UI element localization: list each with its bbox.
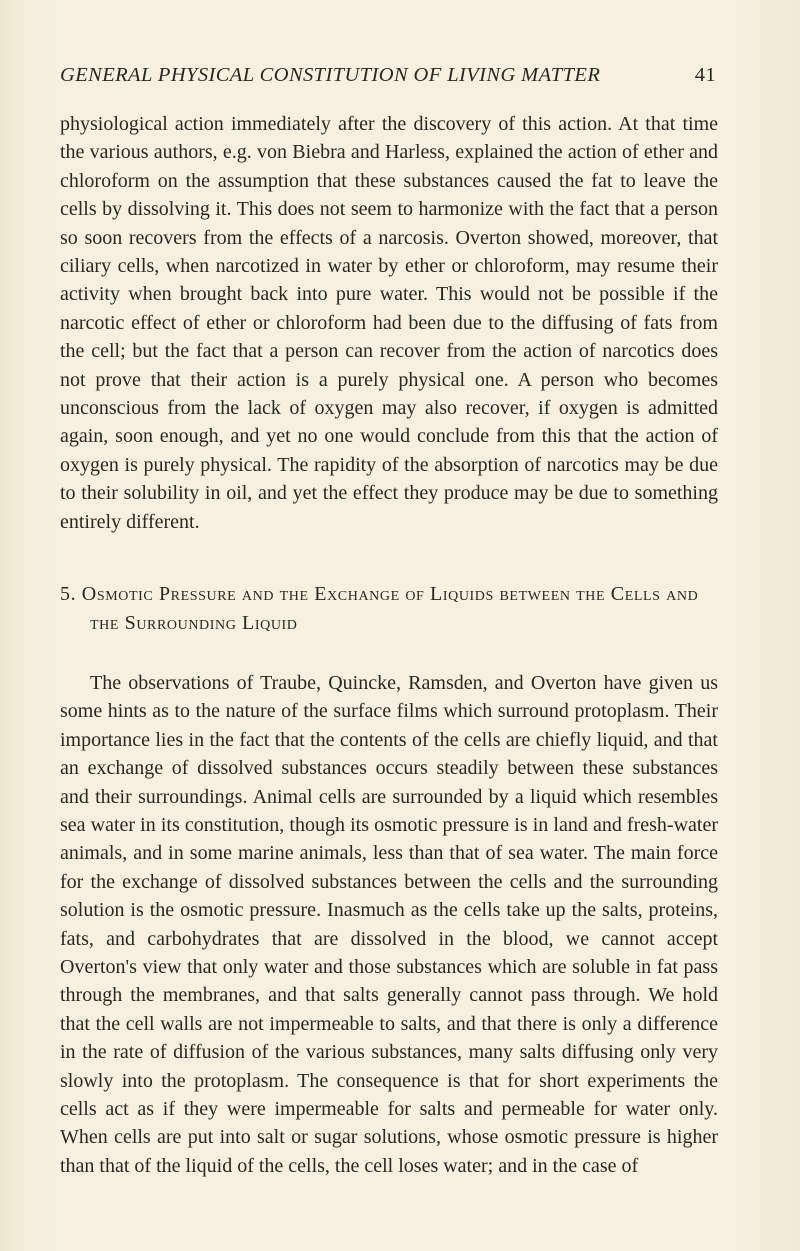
- body-text: [60, 110, 718, 1180]
- running-head: [60, 64, 716, 90]
- page-number: 41: [694, 64, 716, 86]
- section-heading: 5. Osmotic Pressure and the Exchange of Liquids between the Cells and the Surrounding Liquid: [60, 583, 699, 634]
- paragraph-continued: physiological action immediately after the discovery of this action. At that time the various authors, e.g. von Biebra and Harless, explained the action of ether and chloroform on the assumption that these substances caused the fat to leave the cells by dissolving it. This does not seem to harmonize with the fact that a person so soon recovers from the effects of a narcosis. Overton showed, moreover, that ciliary cells, when narcotized in water by ether or chloroform, may resume their activity when brought back into pure water. This would not be possible if the narcotic effect of ether or chloroform had been due to the diffusing of fats from the cell; but the fact that a person can recover from the action of narcotics does not prove that their action is a purely physical one. A person who becomes unconscious from the lack of oxygen may also recover, if oxygen is admitted again, soon enough, and yet no one would conclude from this that the action of oxygen is purely physical. The rapidity of the absorption of narcotics may be due to their solubility in oil, and yet the effect they produce may be due to something entirely different.: [60, 113, 718, 533]
- running-title: GENERAL PHYSICAL CONSTITUTION OF LIVING MATTER: [60, 64, 601, 86]
- paragraph: The observations of Traube, Quincke, Ramsden, and Overton have given us some hints as to the nature of the surface films which surround protoplasm. Their importance lies in the fact that the contents of the cells are chiefly liquid, and that an exchange of dissolved substances occurs steadily between these substances and their surroundings. Animal cells are surrounded by a liquid which resembles sea water in its constitution, though its osmotic pressure is in land and fresh-water animals, and in some marine animals, less than that of sea water. The main force for the exchange of dissolved substances between the cells and the surrounding solution is the osmotic pressure. Inasmuch as the cells take up the salts, proteins, fats, and carbohydrates that are dissolved in the blood, we cannot accept Overton's view that only water and those substances which are soluble in fat pass through the membranes, and that salts generally cannot pass through. We hold that the cell walls are not impermeable to salts, and that there is only a difference in the rate of diffusion of the various substances, many salts diffusing only very slowly into the protoplasm. The consequence is that for short experiments the cells act as if they were impermeable for salts and permeable for water only. When cells are put into salt or sugar solutions, whose osmotic pressure is higher than that of the liquid of the cells, the cell loses water; and in the case of: [60, 671, 718, 1177]
